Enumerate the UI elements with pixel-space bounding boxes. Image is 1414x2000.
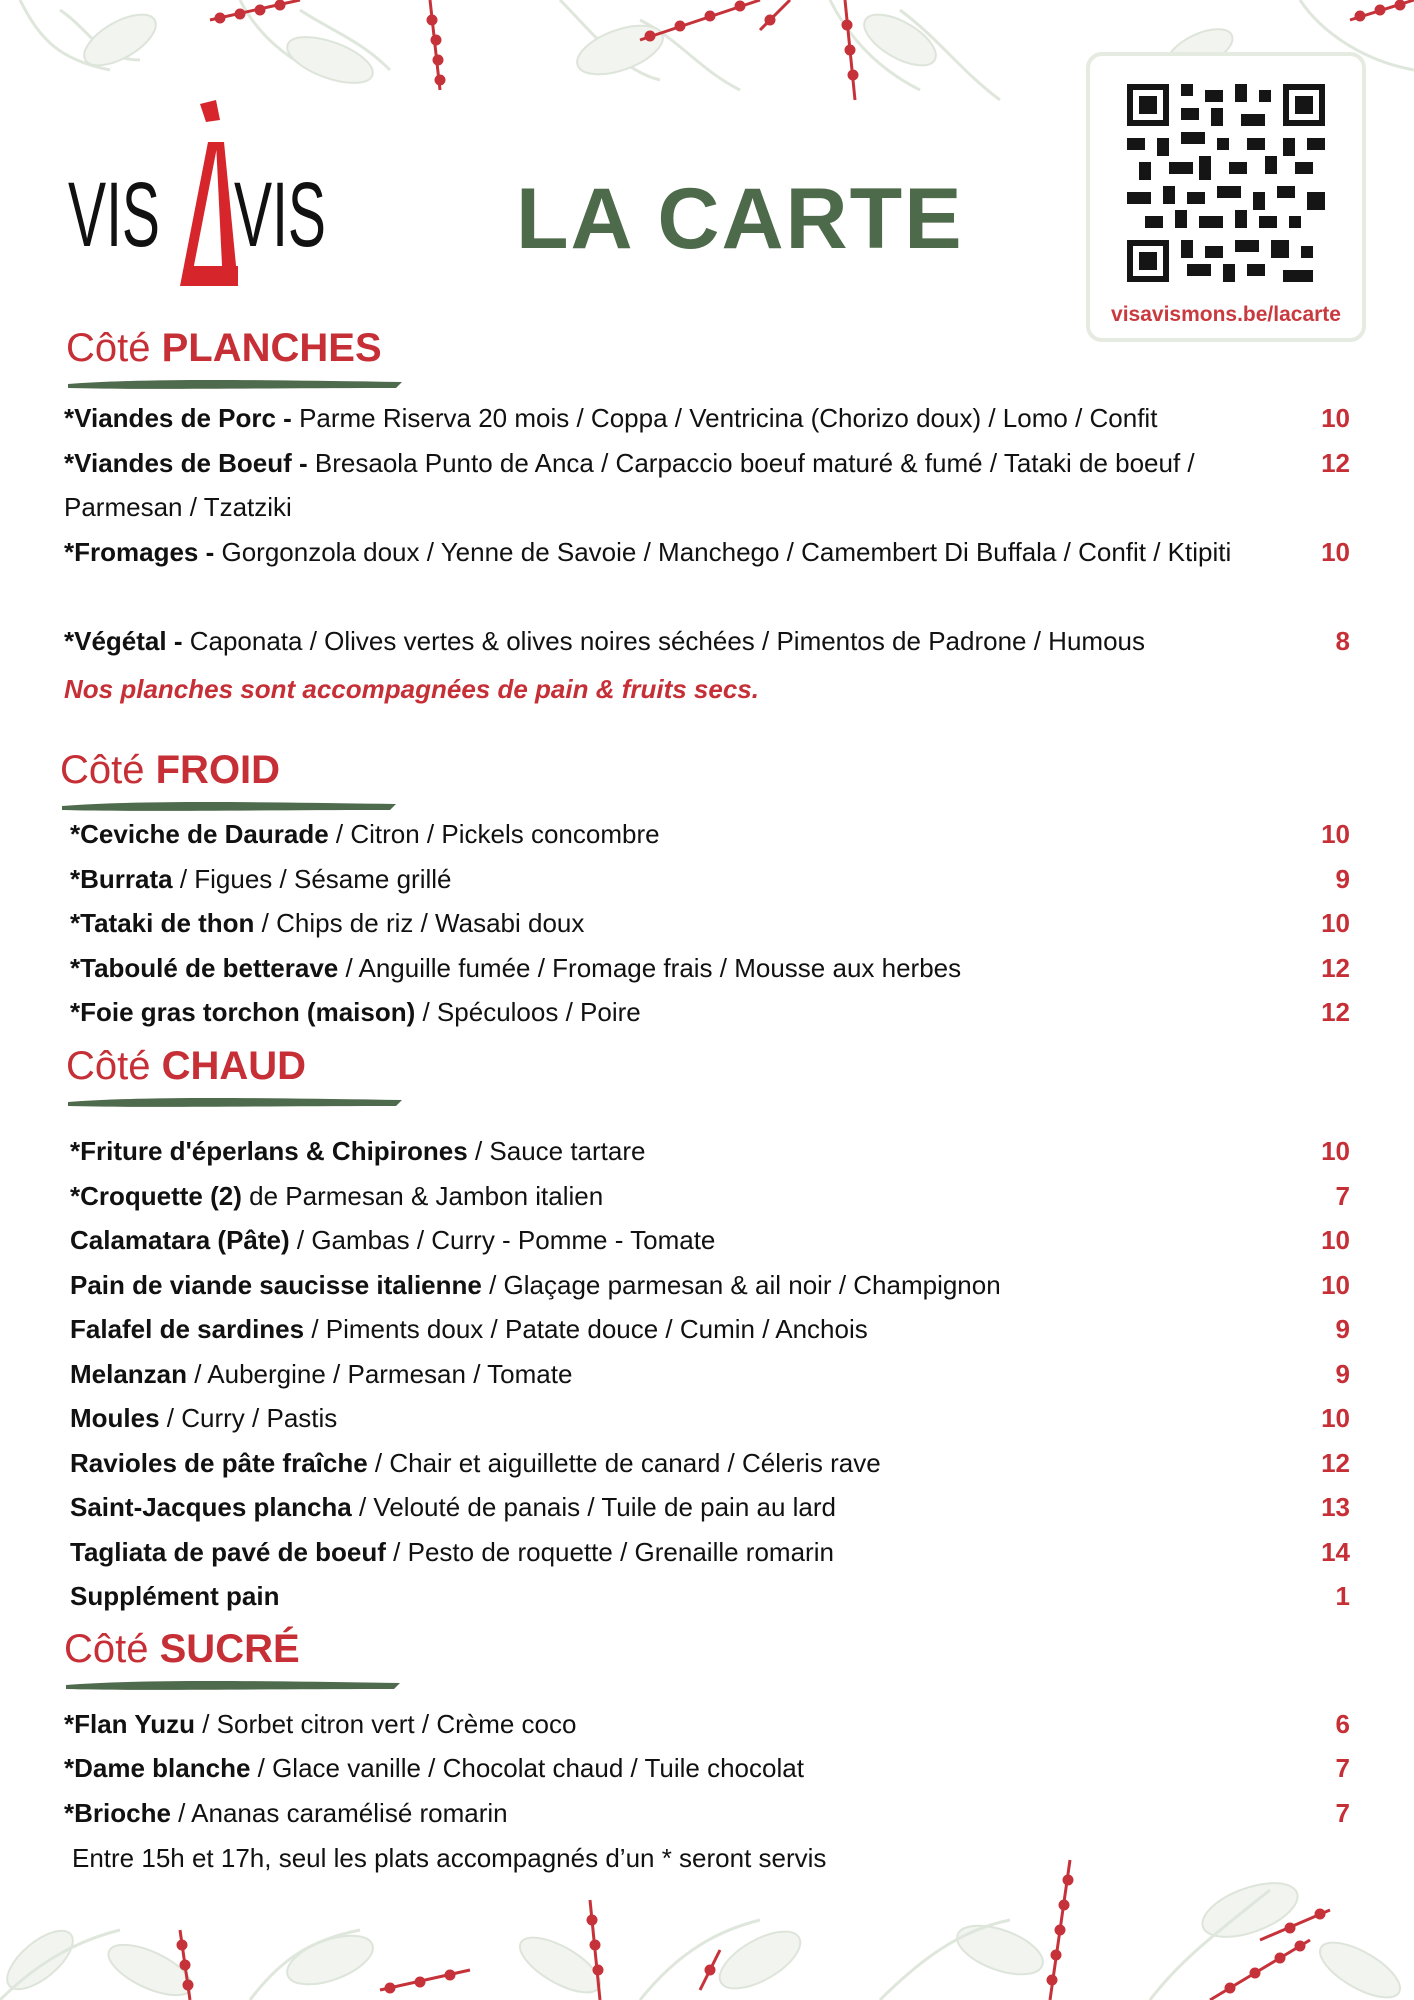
section-heading-froid: Côté FROID [60, 748, 420, 828]
menu-item: *Ceviche de Daurade / Citron / Pickels concombre 10 [70, 812, 1350, 856]
menu-item-price: 7 [1335, 1753, 1350, 1783]
menu-item: Tagliata de pavé de boeuf / Pesto de roquette / Grenaille romarin 14 [70, 1530, 1350, 1574]
menu-item-price: 10 [1321, 1136, 1350, 1166]
menu-item: *Croquette (2) de Parmesan & Jambon italien 7 [70, 1174, 1350, 1218]
brush-underline [66, 374, 406, 394]
section-heading-planches: Côté PLANCHES [66, 326, 426, 406]
menu-item-price: 10 [1321, 908, 1350, 938]
menu-item-price: 12 [1321, 448, 1350, 478]
menu-item-price: 1 [1335, 1581, 1350, 1611]
menu-item: *Brioche / Ananas caramélisé romarin 7 [64, 1791, 1350, 1835]
planches-note: Nos planches sont accompagnées de pain & fruits secs. [64, 674, 759, 704]
menu-item: *Foie gras torchon (maison) / Spéculoos / Poire 12 [70, 990, 1350, 1034]
menu-item-price: 10 [1321, 1403, 1350, 1433]
menu-item-price: 12 [1321, 997, 1350, 1027]
menu-item-price: 6 [1335, 1709, 1350, 1739]
menu-item: *Taboulé de betterave / Anguille fumée / Fromage frais / Mousse aux herbes 12 [70, 946, 1350, 990]
svg-text:VIS: VIS [234, 164, 326, 266]
menu-item-price: 7 [1335, 1798, 1350, 1828]
menu-item: Moules / Curry / Pastis 10 [70, 1396, 1350, 1440]
menu-item-price: 12 [1321, 953, 1350, 983]
menu-item: Pain de viande saucisse italienne / Glaçage parmesan & ail noir / Champignon 10 [70, 1263, 1350, 1307]
menu-item: *Viandes de Porc - Parme Riserva 20 mois / Coppa / Ventricina (Chorizo doux) / Lomo / Confit 10 [64, 396, 1350, 440]
section-heading-sucre: Côté SUCRÉ [64, 1627, 424, 1707]
brush-underline [66, 1092, 406, 1112]
menu-item-price: 14 [1321, 1537, 1350, 1567]
menu-item: *Friture d'éperlans & Chipirones / Sauce tartare 10 [70, 1129, 1350, 1173]
visavis-logo [68, 96, 328, 286]
menu-item-price: 9 [1335, 864, 1350, 894]
menu-item-price: 9 [1335, 1359, 1350, 1389]
menu-item: Ravioles de pâte fraîche / Chair et aiguillette de canard / Céleris rave 12 [70, 1441, 1350, 1485]
menu-item: *Dame blanche / Glace vanille / Chocolat chaud / Tuile chocolat 7 [64, 1746, 1350, 1790]
menu-item-price: 10 [1321, 537, 1350, 567]
page-title: LA CARTE [516, 171, 964, 267]
menu-item: Supplément pain 1 [70, 1574, 1350, 1618]
qr-url-link[interactable]: visavismons.be/lacarte [1111, 303, 1341, 326]
menu-item: *Fromages - Gorgonzola doux / Yenne de Savoie / Manchego / Camembert Di Buffala / Confit / Ktipiti 10 [64, 530, 1350, 574]
qr-code-card[interactable] [1086, 52, 1366, 342]
qr-code-icon [1127, 84, 1325, 282]
menu-item: *Végétal - Caponata / Olives vertes & olives noires séchées / Pimentos de Padrone / Humous 8 [64, 619, 1350, 663]
svg-text:VIS: VIS [68, 164, 160, 266]
menu-item-price: 7 [1335, 1181, 1350, 1211]
menu-item-price: 10 [1321, 403, 1350, 433]
menu-item: *Viandes de Boeuf - Bresaola Punto de Anca / Carpaccio boeuf maturé & fumé / Tataki de boeuf / Parmesan / Tzatziki 12 [64, 441, 1350, 529]
section-heading-chaud: Côté CHAUD [66, 1044, 426, 1124]
menu-item-price: 8 [1335, 626, 1350, 656]
menu-item: Melanzan / Aubergine / Parmesan / Tomate 9 [70, 1352, 1350, 1396]
menu-item-price: 10 [1321, 819, 1350, 849]
menu-item: *Burrata / Figues / Sésame grillé 9 [70, 857, 1350, 901]
menu-item-price: 12 [1321, 1448, 1350, 1478]
menu-item-price: 13 [1321, 1492, 1350, 1522]
brush-underline [64, 1675, 404, 1695]
menu-item-price: 9 [1335, 1314, 1350, 1344]
menu-item: *Tataki de thon / Chips de riz / Wasabi doux 10 [70, 901, 1350, 945]
menu-item: Calamatara (Pâte) / Gambas / Curry - Pomme - Tomate 10 [70, 1218, 1350, 1262]
menu-item: Falafel de sardines / Piments doux / Patate douce / Cumin / Anchois 9 [70, 1307, 1350, 1351]
menu-item: Saint-Jacques plancha / Velouté de panais / Tuile de pain au lard 13 [70, 1485, 1350, 1529]
service-hours-note: Entre 15h et 17h, seul les plats accompagnés d’un * seront servis [72, 1843, 827, 1873]
menu-item-price: 10 [1321, 1225, 1350, 1255]
menu-item-price: 10 [1321, 1270, 1350, 1300]
menu-item: *Flan Yuzu / Sorbet citron vert / Crème coco 6 [64, 1702, 1350, 1746]
